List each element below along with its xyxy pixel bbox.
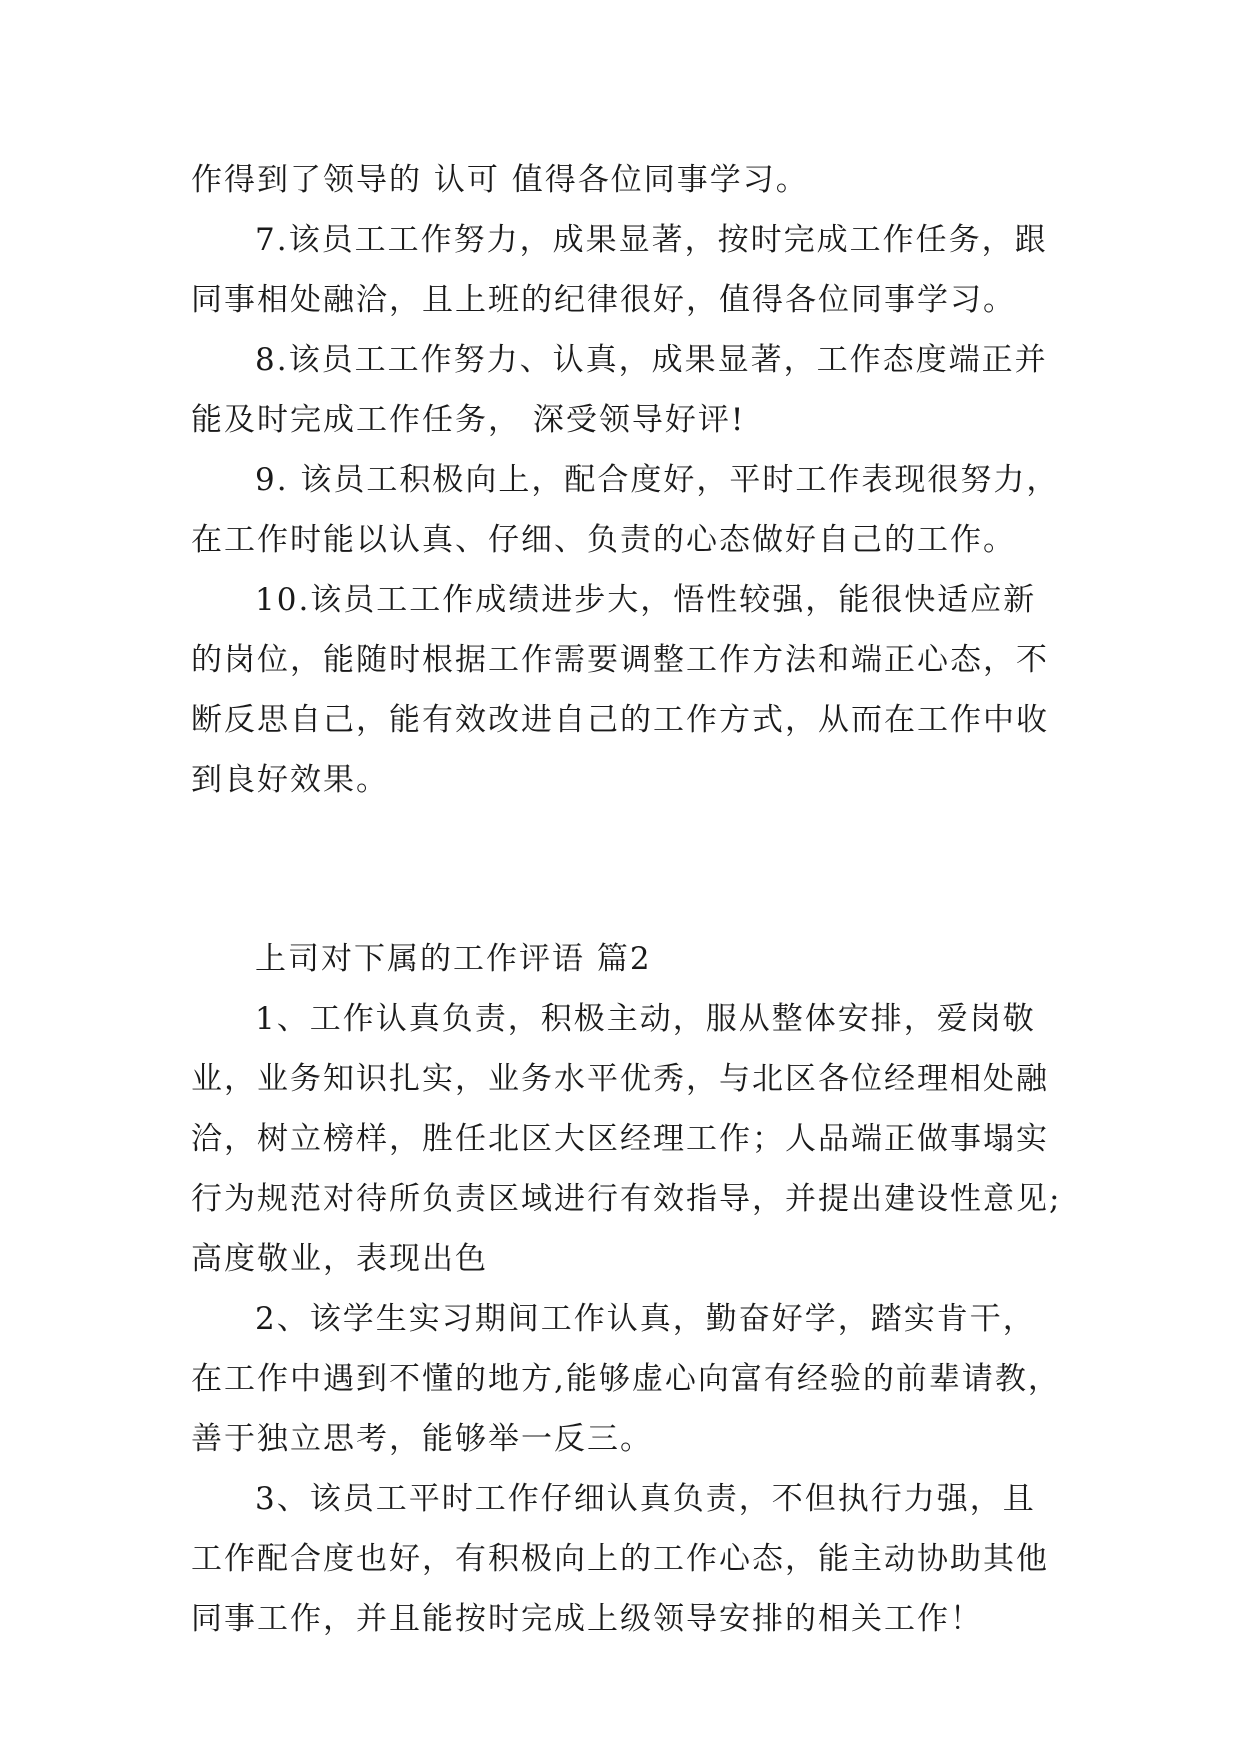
paragraph-line: 的岗位，能随时根据工作需要调整工作方法和端正心态，不	[191, 642, 1049, 678]
document-body	[191, 150, 1062, 1649]
paragraph-line: 3、该员工平时工作仔细认真负责，不但执行力强，且	[255, 1481, 1036, 1517]
paragraph-line: 善于独立思考，能够举一反三。	[191, 1421, 653, 1457]
paragraph-line: 2、该学生实习期间工作认真，勤奋好学，踏实肯干，	[255, 1301, 1036, 1337]
paragraph-line: 断反思自己，能有效改进自己的工作方式，从而在工作中收	[191, 702, 1049, 738]
paragraph-line: 1、工作认真负责，积极主动，服从整体安排，爱岗敬	[255, 1001, 1036, 1037]
paragraph-line: 在工作时能以认真、仔细、负责的心态做好自己的工作。	[191, 522, 1016, 558]
paragraph-line: 洽，树立榜样，胜任北区大区经理工作；人品端正做事塌实	[191, 1121, 1049, 1157]
paragraph-line: 行为规范对待所负责区域进行有效指导，并提出建设性意见;	[191, 1181, 1062, 1217]
section-spacer	[191, 810, 1051, 929]
section-title: 上司对下属的工作评语 篇2	[255, 941, 652, 977]
paragraph-line: 能及时完成工作任务， 深受领导好评!	[191, 402, 746, 438]
paragraph-line: 9. 该员工积极向上，配合度好，平时工作表现很努力，	[255, 462, 1060, 498]
paragraph-line: 工作配合度也好，有积极向上的工作心态，能主动协助其他	[191, 1541, 1049, 1577]
paragraph-line: 作得到了领导的 认可 值得各位同事学习。	[191, 162, 809, 198]
paragraph-line: 业，业务知识扎实，业务水平优秀，与北区各位经理相处融	[191, 1061, 1049, 1097]
paragraph-line: 8.该员工工作努力、认真，成果显著，工作态度端正并	[255, 342, 1048, 378]
paragraph-line: 到良好效果。	[191, 762, 389, 798]
paragraph-line: 同事相处融洽，且上班的纪律很好，值得各位同事学习。	[191, 282, 1016, 318]
paragraph-line: 7.该员工工作努力，成果显著，按时完成工作任务，跟	[255, 222, 1048, 258]
paragraph-line: 10.该员工工作成绩进步大，悟性较强，能很快适应新	[255, 582, 1037, 618]
paragraph-line: 同事工作，并且能按时完成上级领导安排的相关工作！	[191, 1601, 983, 1637]
paragraph-line: 在工作中遇到不懂的地方,能够虚心向富有经验的前辈请教，	[191, 1361, 1061, 1397]
paragraph-line: 高度敬业，表现出色	[191, 1241, 488, 1277]
